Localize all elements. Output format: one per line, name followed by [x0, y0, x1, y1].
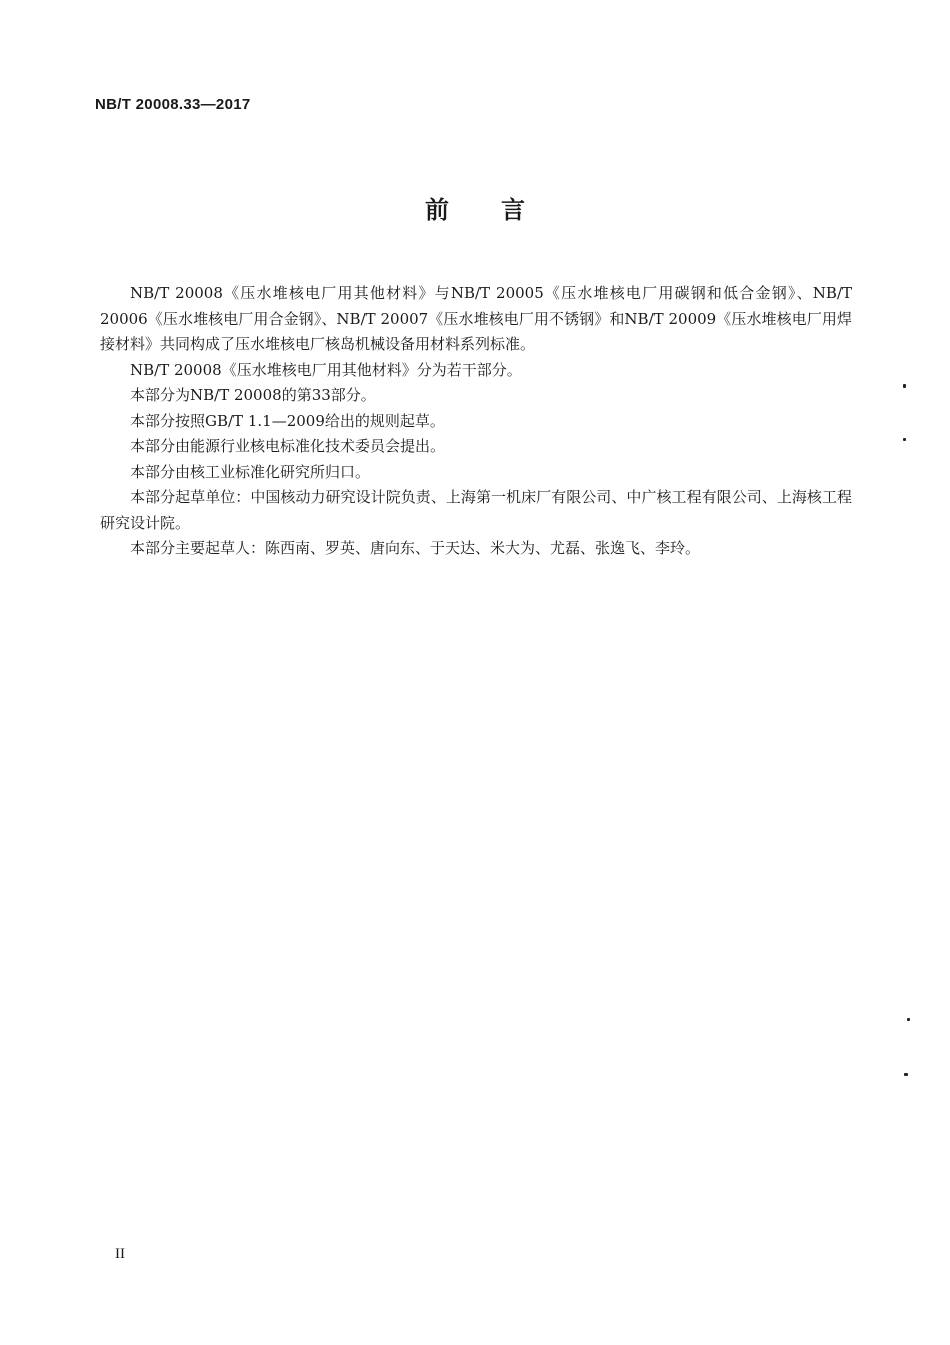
paragraph-parts: NB/T 20008《压水堆核电厂用其他材料》分为若干部分。: [130, 360, 522, 379]
scan-speck: [903, 384, 906, 388]
paragraph-part-number: 本部分为NB/T 20008的第33部分。: [130, 386, 376, 404]
page-number: II: [115, 1246, 125, 1262]
paragraph-drafters: 本部分主要起草人：陈西南、罗英、唐向东、于天达、米大为、尤磊、张逸飞、李玲。: [130, 539, 701, 557]
standard-code: NB/T 20008.33—2017: [95, 96, 251, 113]
paragraph-drafting-rules: 本部分按照GB/T 1.1—2009给出的规则起草。: [130, 411, 445, 430]
page-title: 前言: [425, 196, 577, 224]
paragraph-centralized-unit: 本部分由核工业标准化研究所归口。: [130, 462, 371, 481]
scan-speck: [904, 1073, 908, 1076]
foreword-body: [100, 281, 852, 562]
paragraph-proposer: 本部分由能源行业核电标准化技术委员会提出。: [130, 437, 446, 455]
paragraph-drafting-organizations: 本部分起草单位：中国核动力研究设计院负责、上海第一机床厂有限公司、中广核工程有限公司、上海核工程研究设计院。: [100, 488, 852, 532]
scan-speck: [903, 438, 906, 441]
scan-speck: [907, 1018, 910, 1021]
paragraph-series-description: NB/T 20008《压水堆核电厂用其他材料》与NB/T 20005《压水堆核电厂用碳钢和低合金钢》、NB/T 20006《压水堆核电厂用合金钢》、NB/T 20007《压水堆核电厂用不锈钢》和NB/T 20009《压水堆核电厂用焊接材料》共同构成了压水堆核电厂核岛机械设备用材料系列标准。: [100, 284, 852, 353]
